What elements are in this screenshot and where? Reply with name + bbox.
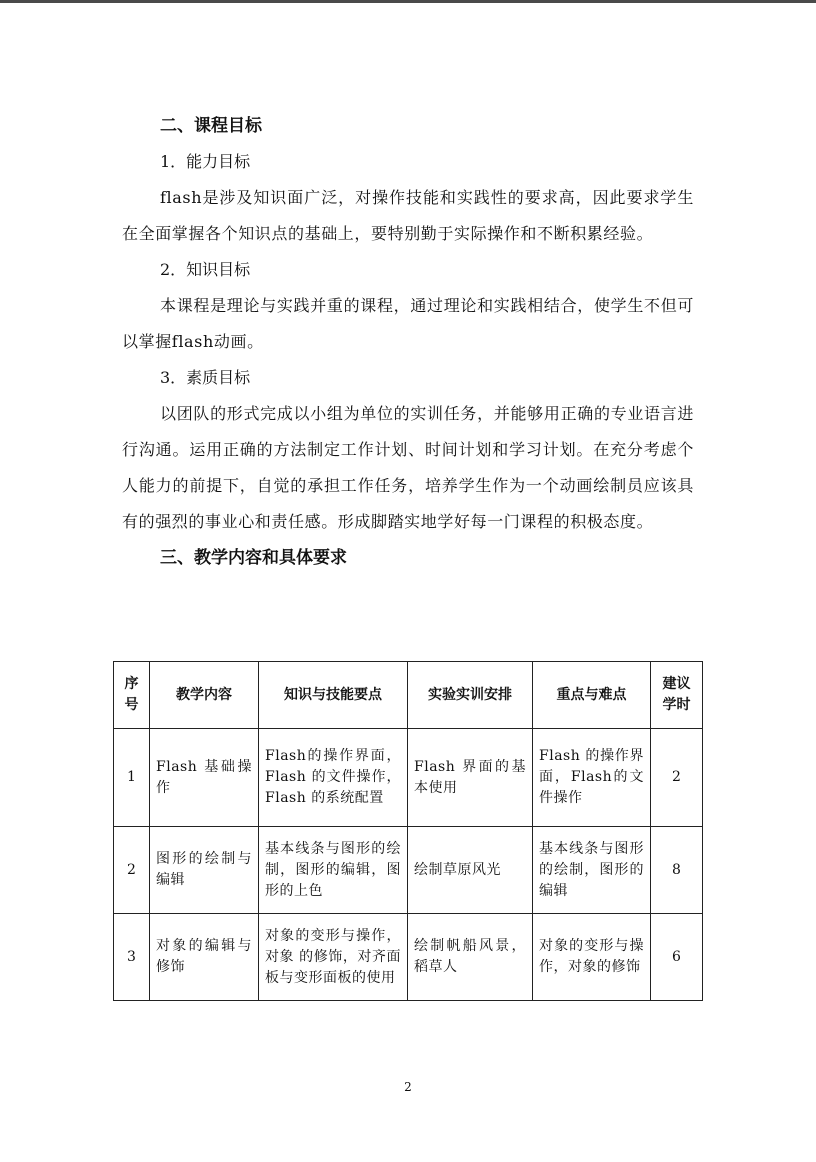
header-seq: 序号 [114,662,150,729]
subheading-knowledge-goal: 2．知识目标 [160,260,251,279]
section-heading-teaching-content: 三、教学内容和具体要求 [160,548,347,568]
cell-seq: 3 [114,914,150,1001]
document-body [122,108,694,576]
header-knowledge-skills: 知识与技能要点 [259,662,408,729]
cell-key-difficult-points: 对象的变形与操作，对象的修饰 [533,914,651,1001]
cell-key-difficult-points: 基本线条与图形的绘制，图形的编辑 [533,827,651,914]
paragraph-ability-goal: flash是涉及知识面广泛，对操作技能和实践性的要求高，因此要求学生在全面掌握各个知识点的基础上，要特别勤于实际操作和不断积累经验。 [122,188,694,243]
cell-hours: 6 [651,914,703,1001]
cell-knowledge-skills: Flash的操作界面，Flash 的文件操作，Flash 的系统配置 [259,729,408,827]
cell-teaching-content: 图形的绘制与编辑 [150,827,259,914]
cell-teaching-content: 对象的编辑与修饰 [150,914,259,1001]
cell-knowledge-skills: 基本线条与图形的绘制，图形的编辑，图形的上色 [259,827,408,914]
cell-teaching-content: Flash 基础操作 [150,729,259,827]
header-lab-arrangement: 实验实训安排 [408,662,533,729]
section-heading-course-goals: 二、课程目标 [160,116,262,136]
cell-hours: 8 [651,827,703,914]
table-row [114,729,703,827]
cell-lab-arrangement: 绘制帆船风景，稻草人 [408,914,533,1001]
table-row [114,827,703,914]
top-border-line [0,0,816,3]
course-content-table [113,661,703,1001]
cell-seq: 2 [114,827,150,914]
cell-lab-arrangement: 绘制草原风光 [408,827,533,914]
table-header-row [114,662,703,729]
cell-hours: 2 [651,729,703,827]
cell-knowledge-skills: 对象的变形与操作，对象 的修饰，对齐面板与变形面板的使用 [259,914,408,1001]
header-suggested-hours: 建议学时 [651,662,703,729]
page-number: 2 [404,1080,412,1094]
header-key-difficult-points: 重点与难点 [533,662,651,729]
cell-key-difficult-points: Flash 的操作界面，Flash的文件操作 [533,729,651,827]
cell-seq: 1 [114,729,150,827]
subheading-ability-goal: 1．能力目标 [160,152,251,171]
table-row [114,914,703,1001]
paragraph-knowledge-goal: 本课程是理论与实践并重的课程，通过理论和实践相结合，使学生不但可以掌握flash动画。 [122,296,694,351]
cell-lab-arrangement: Flash 界面的基本使用 [408,729,533,827]
paragraph-quality-goal: 以团队的形式完成以小组为单位的实训任务，并能够用正确的专业语言进行沟通。运用正确的方法制定工作计划、时间计划和学习计划。在充分考虑个人能力的前提下，自觉的承担工作任务，培养学生作为一个动画绘制员应该具有的强烈的事业心和责任感。形成脚踏实地学好每一门课程的积极态度。 [122,404,694,531]
subheading-quality-goal: 3．素质目标 [160,368,251,387]
header-teaching-content: 教学内容 [150,662,259,729]
